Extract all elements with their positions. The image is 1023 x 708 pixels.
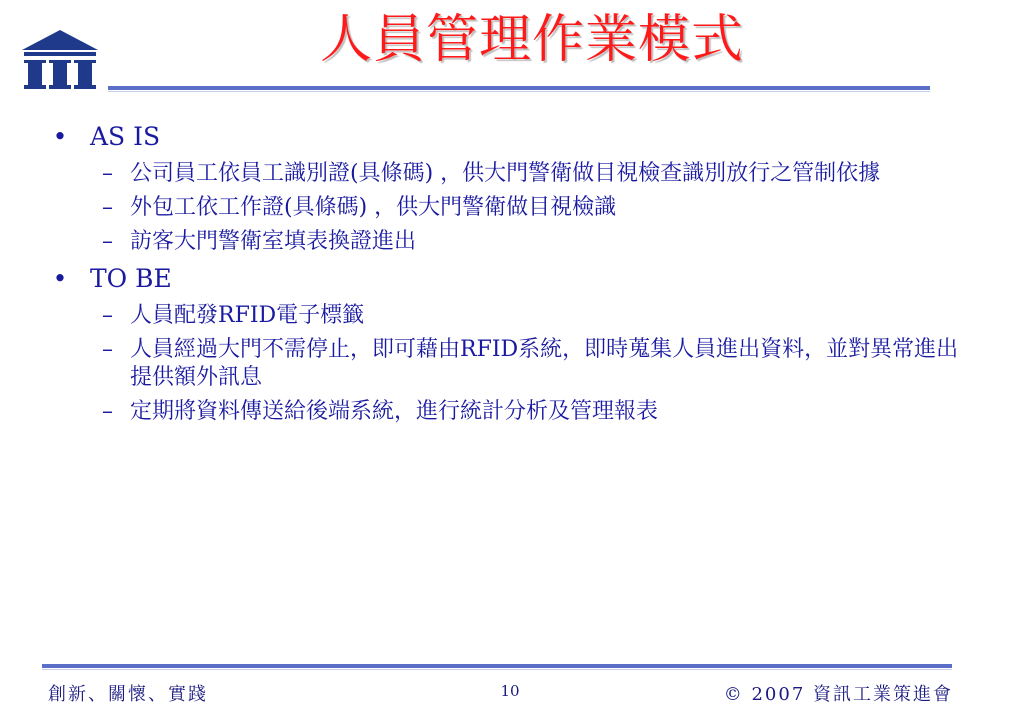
- section-heading-text: AS IS: [90, 122, 161, 151]
- section-heading-to-be: [50, 262, 970, 296]
- list-item: [50, 302, 970, 330]
- dash-icon: –: [102, 303, 113, 328]
- list-item: [50, 228, 970, 256]
- page-number: 10: [500, 682, 520, 700]
- slide-content: [50, 120, 970, 426]
- list-item-text: 公司員工依員工識別證(具條碼) ，供大門警衛做目視檢查識別放行之管制依據: [130, 161, 881, 186]
- footer-copyright: © 2007 資訊工業策進會: [723, 684, 953, 705]
- list-item: [50, 336, 970, 392]
- dash-icon: –: [102, 399, 113, 424]
- list-item: [50, 194, 970, 222]
- slide-title: 人員管理作業模式: [320, 10, 745, 70]
- dash-icon: –: [102, 337, 113, 362]
- footer-divider: [42, 664, 952, 668]
- list-item-text: 人員配發RFID電子標籤: [130, 303, 365, 328]
- bullet-icon: •: [52, 264, 68, 293]
- title-divider-shadow: [108, 91, 930, 92]
- list-item-text: 定期將資料傳送給後端系統，進行統計分析及管理報表: [130, 399, 659, 424]
- list-item: [50, 398, 970, 426]
- list-item-text: 訪客大門警衛室填表換證進出: [130, 229, 417, 254]
- list-item-text: 外包工依工作證(具條碼) ，供大門警衛做目視檢識: [130, 195, 617, 220]
- list-item: [50, 160, 970, 188]
- section-heading-as-is: [50, 120, 970, 154]
- institute-building-logo-icon: [20, 30, 100, 94]
- dash-icon: –: [102, 161, 113, 186]
- list-item-text: 人員經過大門不需停止，即可藉由RFID系統，即時蒐集人員進出資料，並對異常進出提供額外訊息: [130, 337, 959, 390]
- dash-icon: –: [102, 195, 113, 220]
- section-heading-text: TO BE: [90, 264, 172, 293]
- footer-divider-shadow: [42, 669, 952, 670]
- bullet-icon: •: [52, 122, 68, 151]
- title-divider: [108, 86, 930, 90]
- footer-motto: 創新、關懷、實踐: [48, 684, 208, 705]
- dash-icon: –: [102, 229, 113, 254]
